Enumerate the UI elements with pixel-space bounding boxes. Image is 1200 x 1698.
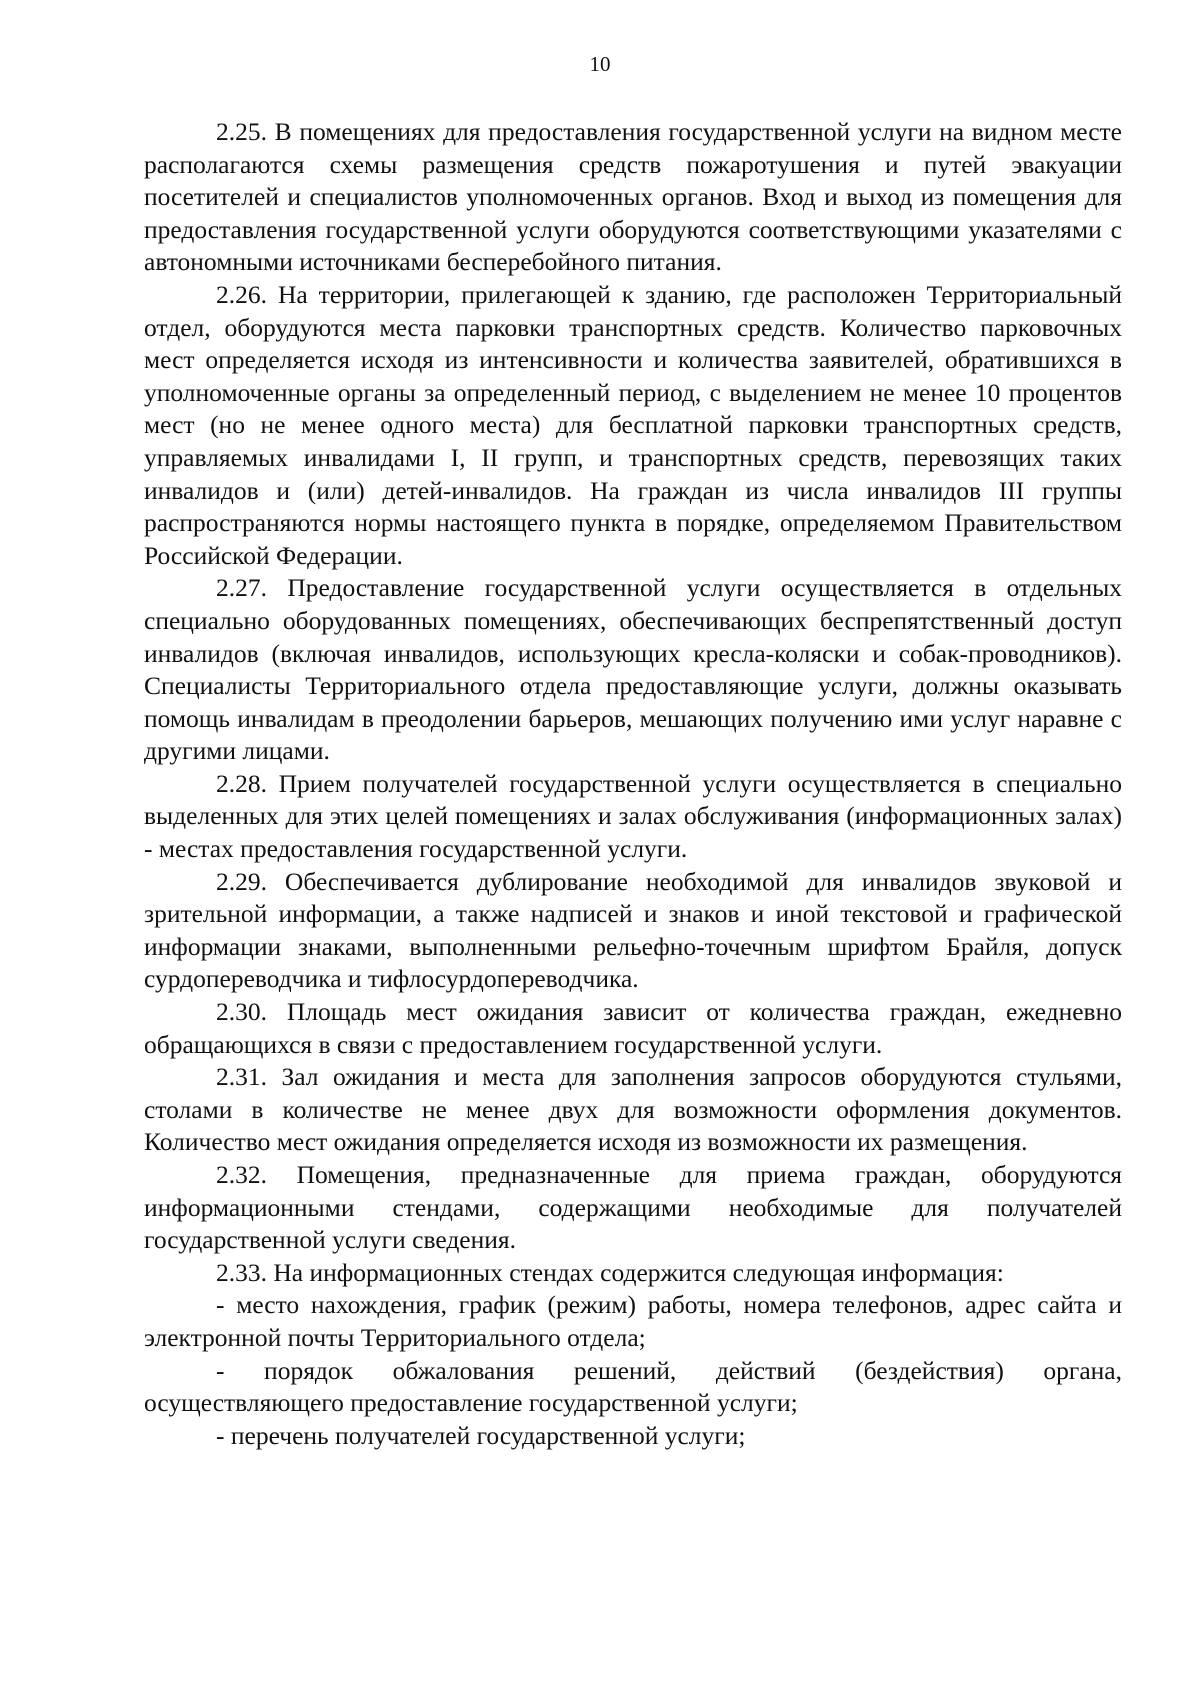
paragraph-2-29: 2.29. Обеспечивается дублирование необходимой для инвалидов звуковой и зрительной информации, а также надписей и знаков и иной текстовой и графической информации знаками, выполненными рельефно-точечным шрифтом Брайля, допуск сурдопереводчика и тифлосурдопереводчика. — [144, 866, 1122, 994]
list-item-appeal-procedure: - порядок обжалования решений, действий (бездействия) органа, осуществляющего предоставление государственной услуги; — [144, 1355, 1122, 1418]
paragraph-2-25: 2.25. В помещениях для предоставления государственной услуги на видном месте располагаются схемы размещения средств пожаротушения и путей эвакуации посетителей и специалистов уполномоченных органов. Вход и выход из помещения для предоставления государственной услуги оборудуются соответствующими указателями с автономными источниками бесперебойного питания. — [144, 117, 1122, 277]
paragraph-2-26: 2.26. На территории, прилегающей к зданию, где расположен Территориальный отдел, оборудуются места парковки транспортных средств. Количество парковочных мест определяется исходя из интенсивности и количества заявителей, обратившихся в уполномоченные органы за определенный период, с выделением не менее 10 процентов мест (но не менее одного места) для бесплатной парковки транспортных средств, управляемых инвалидами I, II групп, и транспортных средств, перевозящих таких инвалидов и (или) детей-инвалидов. На граждан из числа инвалидов III группы распространяются нормы настоящего пункта в порядке, определяемом Правительством Российской Федерации. — [144, 279, 1122, 570]
paragraph-2-30: 2.30. Площадь мест ожидания зависит от количества граждан, ежедневно обращающихся в связи с предоставлением государственной услуги. — [144, 997, 1122, 1059]
document-body — [144, 116, 1122, 1452]
paragraph-2-33: 2.33. На информационных стендах содержится следующая информация: — [216, 1257, 1004, 1287]
paragraph-2-31: 2.31. Зал ожидания и места для заполнения запросов оборудуются стульями, столами в количестве не менее двух для возможности оформления документов. Количество мест ожидания определяется исходя из возможности их размещения. — [144, 1062, 1122, 1157]
list-item-location: - место нахождения, график (режим) работы, номера телефонов, адрес сайта и электронной почты Территориального отдела; — [144, 1290, 1122, 1352]
page-number: 10 — [589, 52, 611, 76]
paragraph-2-27: 2.27. Предоставление государственной услуги осуществляется в отдельных специально оборудованных помещениях, обеспечивающих беспрепятственный доступ инвалидов (включая инвалидов, использующих кресла-коляски и собак-проводников). Специалисты Территориального отдела предоставляющие услуги, должны оказывать помощь инвалидам в преодолении барьеров, мешающих получению ими услуг наравне с другими лицами. — [144, 573, 1122, 766]
paragraph-2-32: 2.32. Помещения, предназначенные для приема граждан, оборудуются информационными стендами, содержащими необходимые для получателей государственной услуги сведения. — [144, 1160, 1122, 1255]
list-item-recipients: - перечень получателей государственной услуги; — [216, 1420, 746, 1450]
paragraph-2-28: 2.28. Прием получателей государственной услуги осуществляется в специально выделенных для этих целей помещениях и залах обслуживания (информационных залах) - местах предоставления государственной услуги. — [144, 768, 1122, 864]
